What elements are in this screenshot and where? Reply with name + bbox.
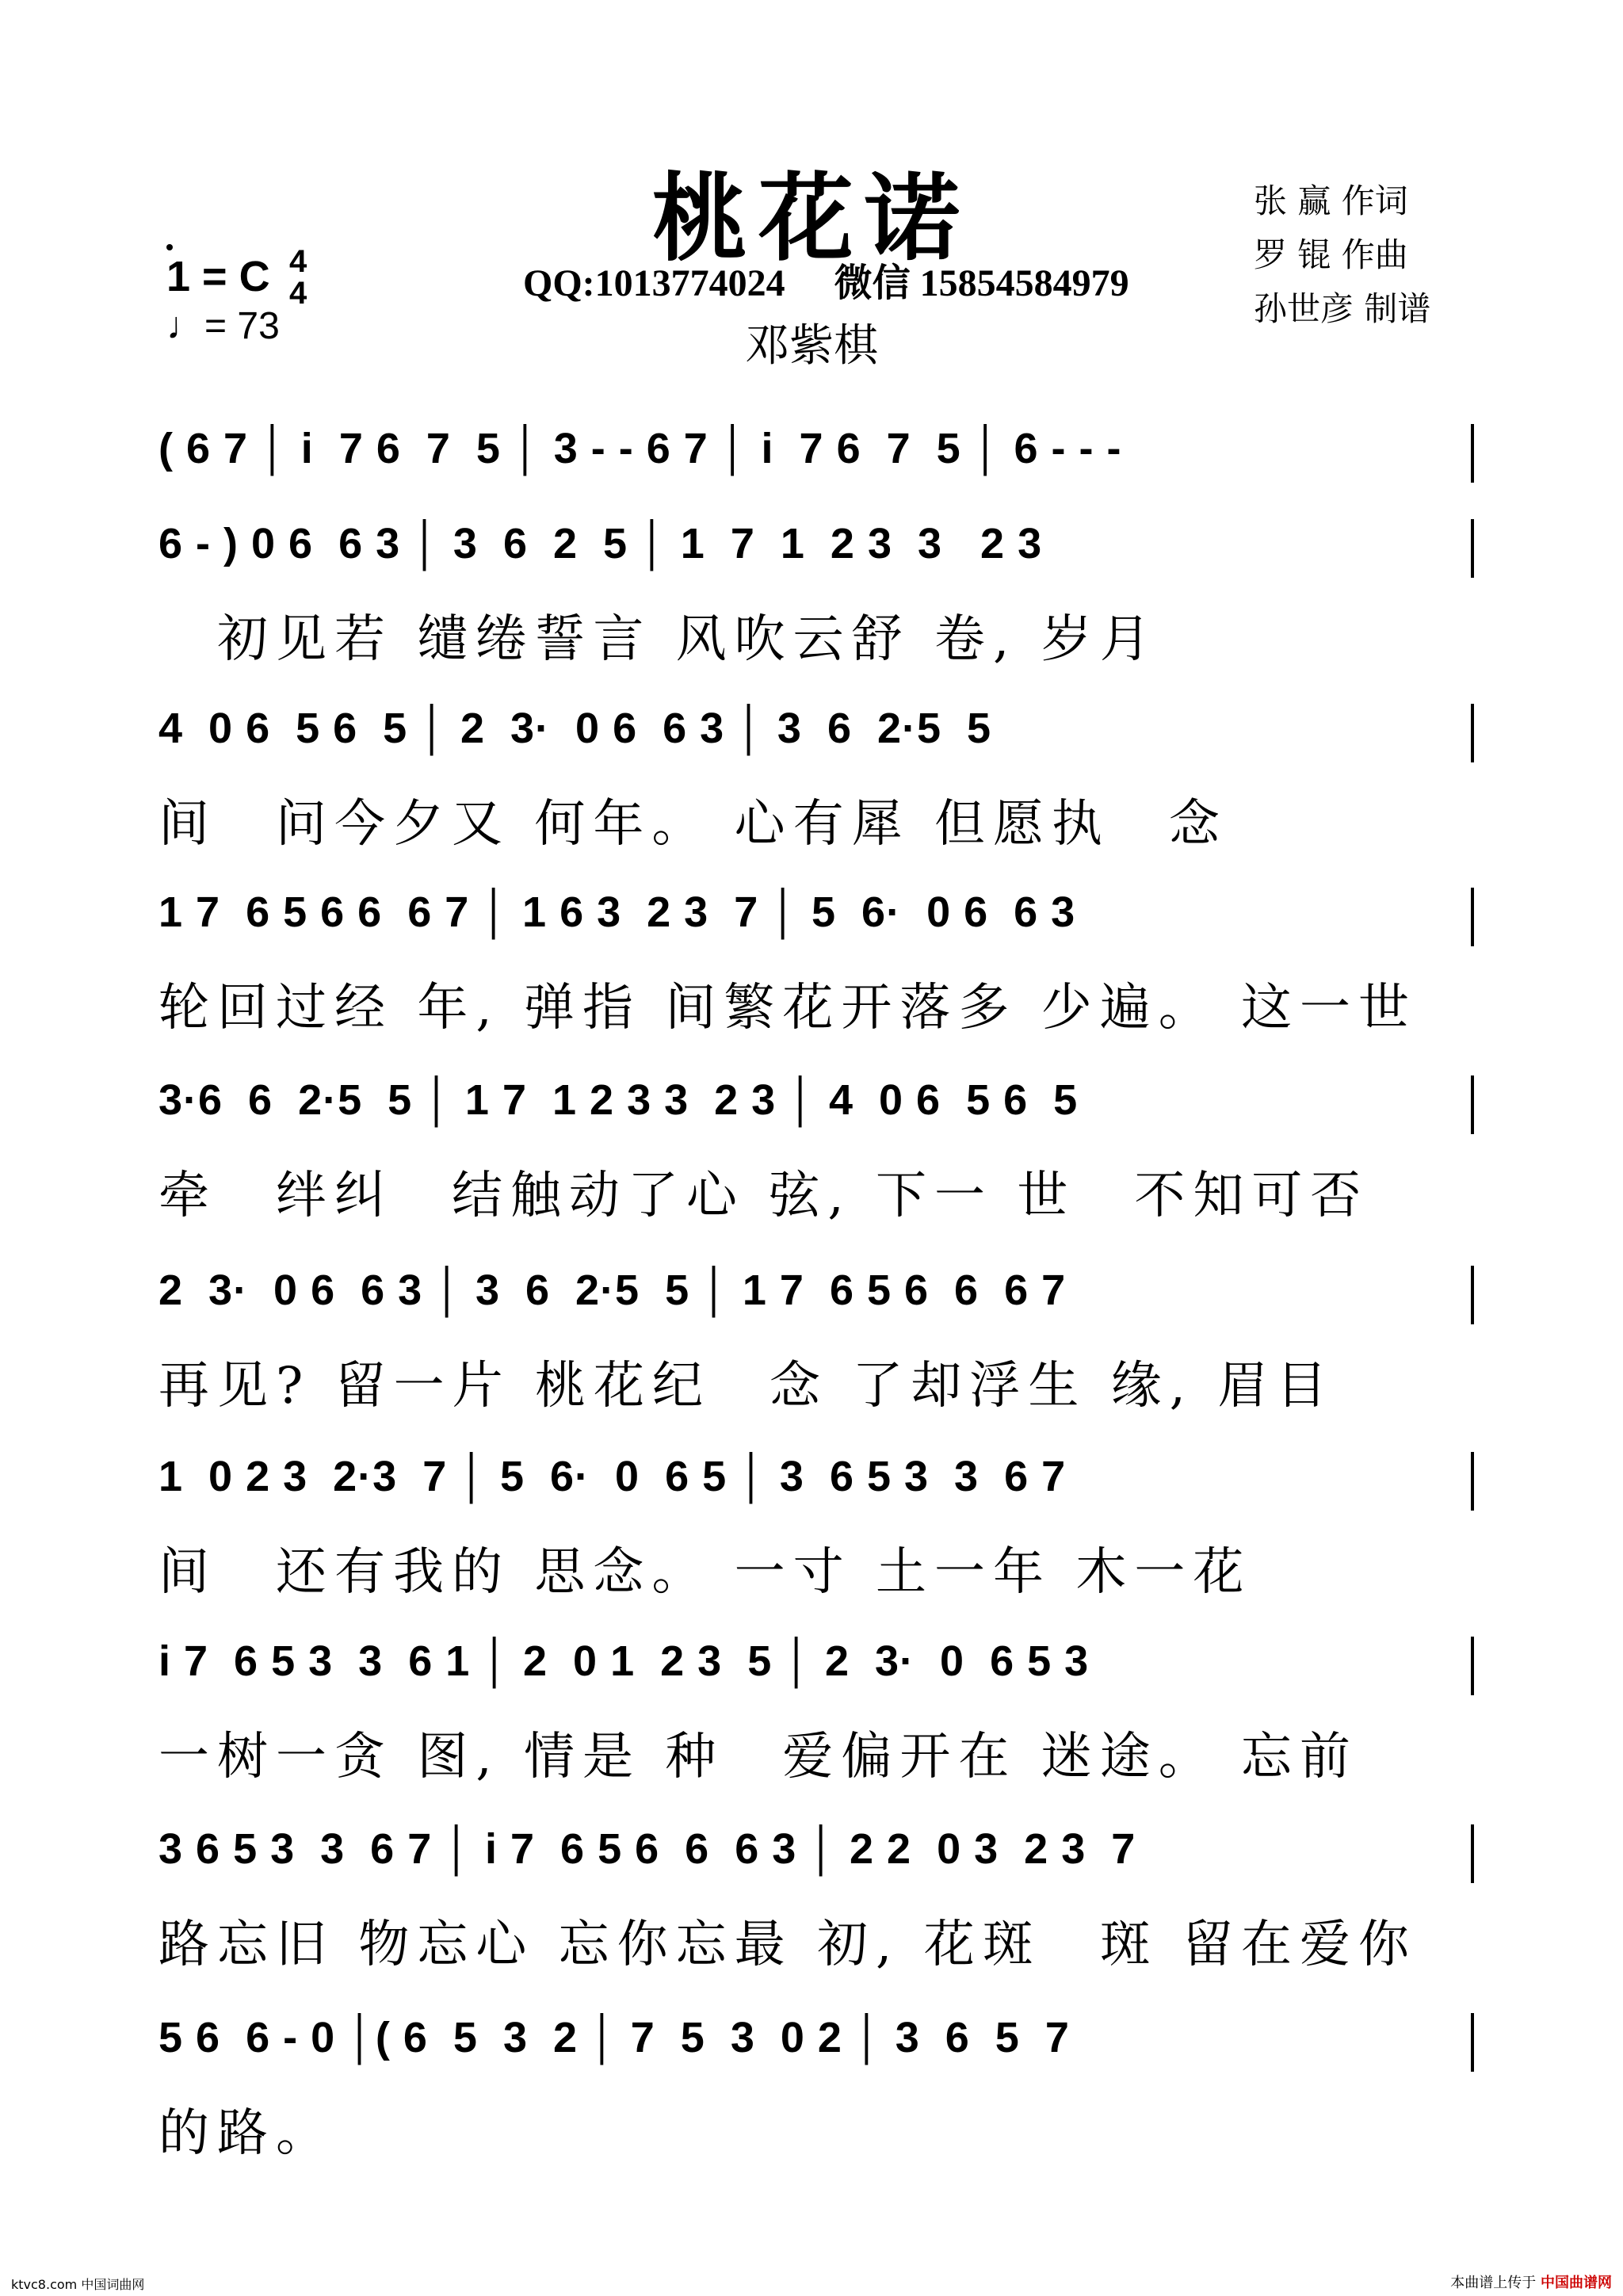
wechat-number: 微信 15854584979 xyxy=(834,262,1129,304)
key-dot xyxy=(166,244,173,250)
notation-line: 6 - ) 0 6 6 3 │ 3 6 2 5 │ 1 7 1 2 3 3 2 3 xyxy=(158,520,1043,567)
footer-source: ktvc8.com 中国词曲网 xyxy=(11,2277,145,2292)
barline xyxy=(1471,888,1474,946)
lyrics-line: 路忘旧 物忘心 忘你忘最 初, 花斑 斑 留在爱你 xyxy=(158,1916,1418,1974)
song-title: 桃花诺 xyxy=(652,162,971,274)
footer-site-logo: 中国曲谱网 xyxy=(1541,2275,1612,2291)
notation-line: 5 6 6 - 0 │( 6 5 3 2 │ 7 5 3 0 2 │ 3 6 5 7 xyxy=(158,2014,1070,2061)
notation-line: 1 7 6 5 6 6 6 7 │ 1 6 3 2 3 7 │ 5 6· 0 6 6 3 xyxy=(158,888,1076,936)
barline xyxy=(1471,1452,1474,1511)
lyricist-credit: 张 赢 作词 xyxy=(1254,181,1408,220)
arranger-credit: 孙世彦 制谱 xyxy=(1254,289,1431,328)
notation-line: 4 0 6 5 6 5 │ 2 3· 0 6 6 3 │ 3 6 2·5 5 xyxy=(158,705,992,752)
notation-line: i 7 6 5 3 3 6 1 │ 2 0 1 2 3 5 │ 2 3· 0 6 5 3 xyxy=(158,1637,1090,1685)
composer-credit: 罗 锟 作曲 xyxy=(1254,235,1408,274)
barline xyxy=(1471,1266,1474,1324)
footer-watermark xyxy=(1450,2271,1612,2292)
time-signature-bottom: 4 xyxy=(289,276,307,311)
notation-line: ( 6 7 │ i 7 6 7 5 │ 3 - - 6 7 │ i 7 6 7 5 │ 6 - - - xyxy=(158,425,1122,472)
barline xyxy=(1471,704,1474,762)
time-signature xyxy=(289,246,307,309)
notation-line: 2 3· 0 6 6 3 │ 3 6 2·5 5 │ 1 7 6 5 6 6 6 7 xyxy=(158,1266,1067,1314)
barline xyxy=(1471,1824,1474,1883)
lyrics-line: 牵 绊纠 结触动了心 弦, 下一 世 不知可否 xyxy=(158,1167,1369,1225)
tempo-marking: ♩= 73 xyxy=(166,305,280,347)
time-signature-top: 4 xyxy=(289,244,307,279)
lyrics-line: 间 还有我的 思念。 一寸 土一年 木一花 xyxy=(158,1543,1252,1602)
notation-line: 3·6 6 2·5 5 │ 1 7 1 2 3 3 2 3 │ 4 0 6 5 6 5 xyxy=(158,1076,1079,1124)
barline xyxy=(1471,1637,1474,1695)
singer-name: 邓紫棋 xyxy=(745,320,878,372)
key-signature: 1 = C xyxy=(166,253,270,300)
lyrics-line: 间 问今夕又 何年。 心有犀 但愿执 念 xyxy=(158,795,1228,854)
lyrics-line: 一树一贪 图, 情是 种 爱偏开在 迷途。 忘前 xyxy=(158,1728,1359,1786)
notation-line: 1 0 2 3 2·3 7 │ 5 6· 0 6 5 │ 3 6 5 3 3 6 7 xyxy=(158,1453,1067,1500)
barline xyxy=(1471,2013,1474,2072)
lyrics-line: 的路。 xyxy=(158,2104,334,2163)
barline xyxy=(1471,424,1474,483)
lyrics-line: 轮回过经 年, 弹指 间繁花开落多 少遍。 这一世 xyxy=(158,979,1418,1037)
credits-block xyxy=(1254,174,1430,336)
barline xyxy=(1471,1075,1474,1134)
contact-info xyxy=(523,252,1169,307)
qq-number: QQ:1013774024 xyxy=(523,262,785,304)
barline xyxy=(1471,519,1474,578)
lyrics-line: 再见? 留一片 桃花纪 念 了却浮生 缘, 眉目 xyxy=(158,1357,1335,1415)
lyrics-line: 初见若 缱绻誓言 风吹云舒 卷, 岁月 xyxy=(158,610,1159,669)
footer-prefix: 本曲谱上传于 xyxy=(1450,2275,1537,2291)
notation-line: 3 6 5 3 3 6 7 │ i 7 6 5 6 6 6 3 │ 2 2 0 3 2 3 7 xyxy=(158,1825,1136,1873)
